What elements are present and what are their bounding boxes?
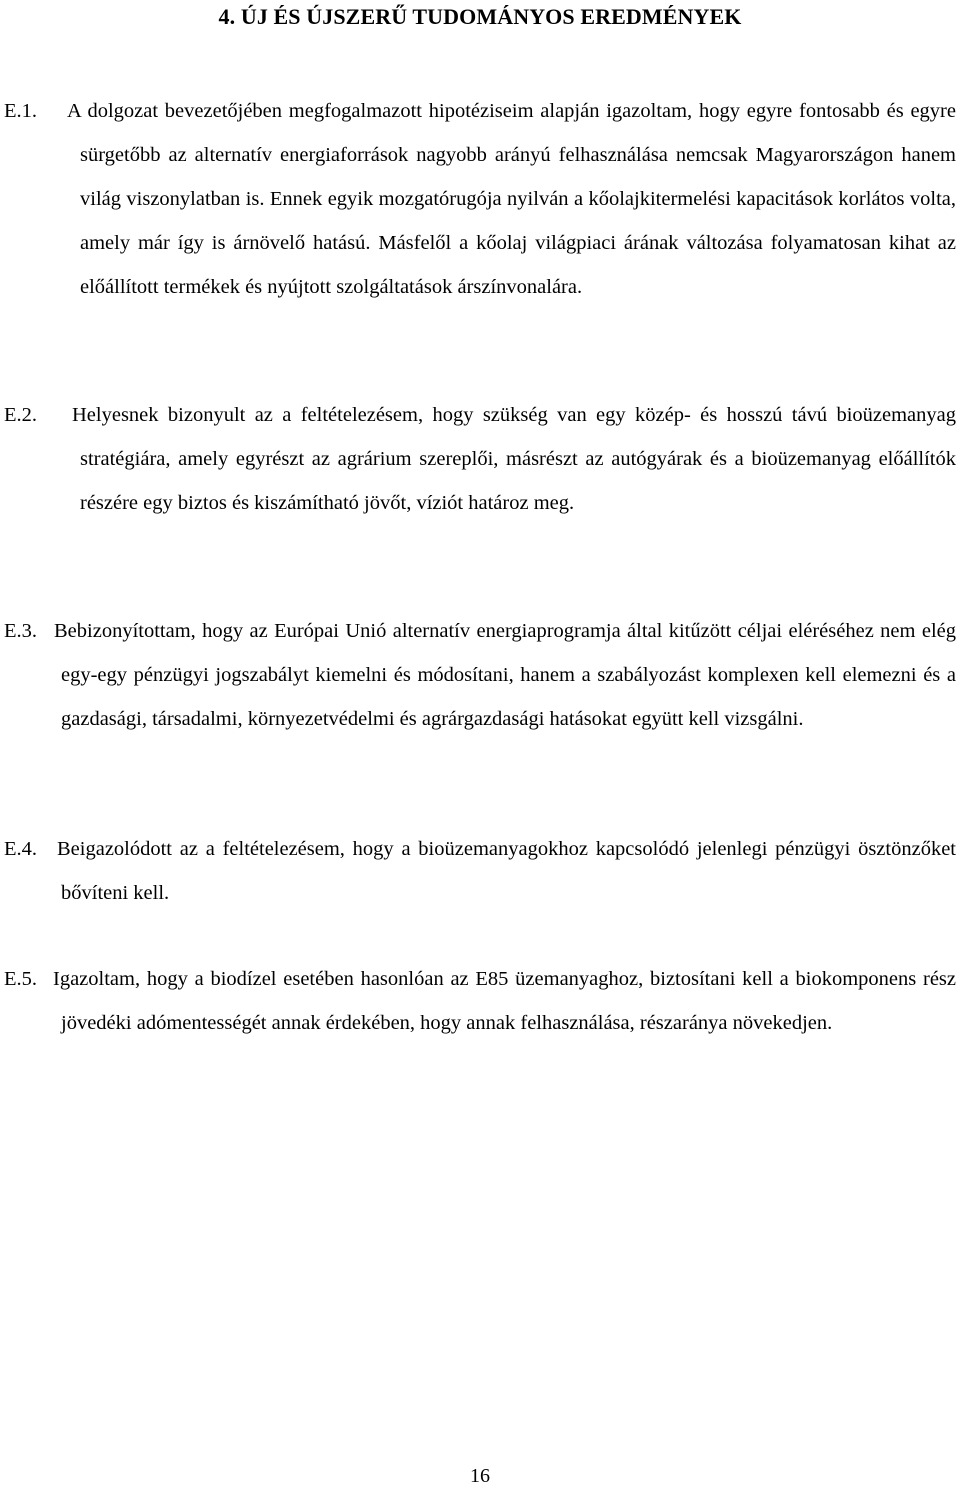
result-text: A dolgozat bevezetőjében megfogalmazott hipotéziseim alapján igazoltam, hogy egyre fontosabb és egyre sürgetőbb az alternatív energiaforrások nagyobb arányú felhasználása nemcsak Magyarországon hanem világ viszonylatban is. Ennek egyik mozgatórugója nyilván a kőolajkitermelési kapacitások korlátos volta, amely már így is árnövelő hatású. Másfelől a kőolaj világpiaci árának változása folyamatosan kihat az előállított termékek és nyújtott szolgáltatások árszínvonalára. — [67, 100, 956, 298]
result-item-e5 — [4, 957, 956, 1045]
page-number: 16 — [470, 1465, 490, 1487]
result-text: Igazoltam, hogy a biodízel esetében hasonlóan az E85 üzemanyaghoz, biztosítani kell a biokomponens rész jövedéki adómentességét annak érdekében, hogy annak felhasználása, részaránya növekedjen. — [53, 968, 956, 1034]
result-item-e2 — [4, 393, 956, 525]
result-label: E.3. — [4, 620, 38, 642]
result-label: E.5. — [4, 968, 38, 990]
result-label: E.2. — [4, 404, 38, 426]
result-item-e3 — [4, 609, 956, 741]
result-label: E.1. — [4, 100, 38, 122]
result-item-e4 — [4, 827, 956, 915]
result-item-e1 — [4, 89, 956, 309]
result-text: Beigazolódott az a feltételezésem, hogy a bioüzemanyagokhoz kapcsolódó jelenlegi pénzügyi ösztönzőket bővíteni kell. — [57, 838, 956, 904]
section-title: 4. ÚJ ÉS ÚJSZERŰ TUDOMÁNYOS EREDMÉNYEK — [218, 4, 742, 29]
result-label: E.4. — [4, 838, 38, 860]
result-text: Bebizonyítottam, hogy az Európai Unió alternatív energiaprogramja által kitűzött céljai eléréséhez nem elég egy-egy pénzügyi jogszabályt kiemelni és módosítani, hanem a szabályozást komplexen kell elemezni és a gazdasági, társadalmi, környezetvédelmi és agrárgazdasági hatásokat együtt kell vizsgálni. — [54, 620, 956, 730]
result-text: Helyesnek bizonyult az a feltételezésem, hogy szükség van egy közép- és hosszú távú bioüzemanyag stratégiára, amely egyrészt az agrárium szereplői, másrészt az autógyárak és a bioüzemanyag előállítók részére egy biztos és kiszámítható jövőt, víziót határoz meg. — [72, 404, 956, 514]
